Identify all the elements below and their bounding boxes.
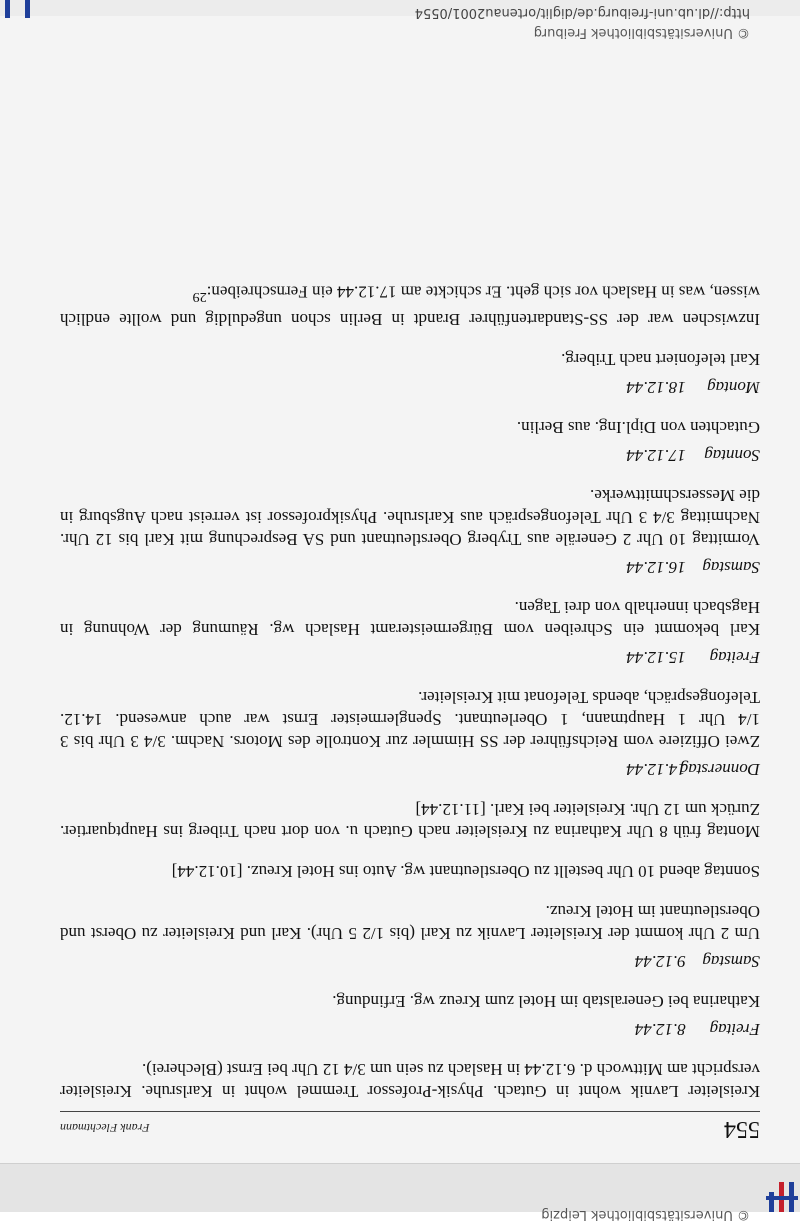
entry-date: Samstag 9.12.44 — [634, 952, 760, 971]
entry-text: Karl bekommt ein Schreiben vom Bürgermeisteramt Haslach wg. Räumung der Wohnung in Hagsbach innerhalb von drei Tagen. — [60, 598, 760, 639]
entry-text: Sonntag abend 10 Uhr bestellt zu Oberstleutnant wg. Auto ins Hotel Kreuz. [10.12.44] — [171, 862, 760, 881]
footnote-reference[interactable]: 29 — [192, 289, 207, 305]
running-head-author: Frank Flechtmann — [60, 1121, 150, 1135]
library-logo-icon — [762, 1180, 800, 1212]
entry-text: Vormittag 10 Uhr 2 Generäle aus Tryberg Oberstleutnant und SA Besprechung mit Karl bis 12 Uhr. Nachmittag 3/4 3 Uhr Telefongespräch aus Karlsruhe. Physikprofessor ist verreist nach Augsburg in die Messerschmittwerke. — [60, 486, 760, 549]
entry-text: Katharina bei Generalstab im Hotel zum Kreuz wg. Erfindung. — [332, 992, 760, 1011]
document-page — [60, 22, 760, 1142]
closing-paragraph: Inzwischen war der SS-Standartenführer Brandt in Berlin schon ungeduldig und wollte endlich wissen, was in Haslach vor sich geht. Er schickte am 17.12.44 ein Fernschreiben:$^{29}$ — [60, 282, 760, 329]
header-rule — [60, 1111, 760, 1112]
copyright-credit: © Universitätsbibliothek Freiburg — [533, 25, 750, 40]
page-url-link[interactable]: http://dl.ub.uni-freiburg.de/diglit/ortenau2001/0554 — [414, 5, 750, 20]
header-logo-icon — [0, 0, 38, 18]
bottom-credit: © Universitätsbibliothek Leipzig — [541, 1207, 750, 1222]
entry-text: Karl telefoniert nach Triberg. — [561, 350, 760, 369]
entry-date: Freitag 8.12.44 — [634, 1020, 760, 1039]
entry-date: Samstag 16.12.44 — [626, 558, 760, 577]
page-number: 554 — [724, 1116, 760, 1142]
entry-text: Zwei Offiziere vom Reichsführer der SS Himmler zur Kontrolle des Motors. Nachm. 3/4 3 Uhr bis 3 1/4 Uhr 1 Hauptmann, 1 Oberleutnant. Spenglermeister Ernst war auch anwesend. 14.12. Telefongespräch, abends Telefonat mit Kreisleiter. — [60, 688, 760, 751]
entry-date: Donnerstag 14.12.44 — [626, 760, 760, 779]
viewer-header-band — [0, 0, 800, 16]
entry-text: Montag früh 8 Uhr Katharina zu Kreisleiter nach Gutach u. von dort nach Triberg ins Hauptquartier. Zurück um 12 Uhr. Kreisleiter bei Karl. [11.12.44] — [60, 800, 760, 841]
intro-paragraph: Kreisleiter Lavnik wohnt in Gutach. Physik-Professor Tremmel wohnt in Karlsruhe. Kreisleiter verspricht am Mittwoch d. 6.12.44 in Haslach zu sein um 3/4 12 Uhr bei Ernst (Blecherei). — [60, 1060, 760, 1101]
entry-text: Gutachten von Dipl.Ing. aus Berlin. — [516, 418, 760, 437]
page-body — [60, 262, 760, 1102]
entry-date: Sonntag 17.12.44 — [626, 446, 760, 465]
entry-date: Montag 18.12.44 — [626, 378, 760, 397]
viewer-footer-bar — [0, 1163, 800, 1212]
entry-text: Um 2 Uhr kommt der Kreisleiter Lavnik zu Karl (bis 1/2 5 Uhr). Karl und Kreisleiter zu Oberst und Oberstleutnant im Hotel Kreuz. — [60, 902, 760, 943]
entry-date: Freitag 15.12.44 — [626, 648, 760, 667]
